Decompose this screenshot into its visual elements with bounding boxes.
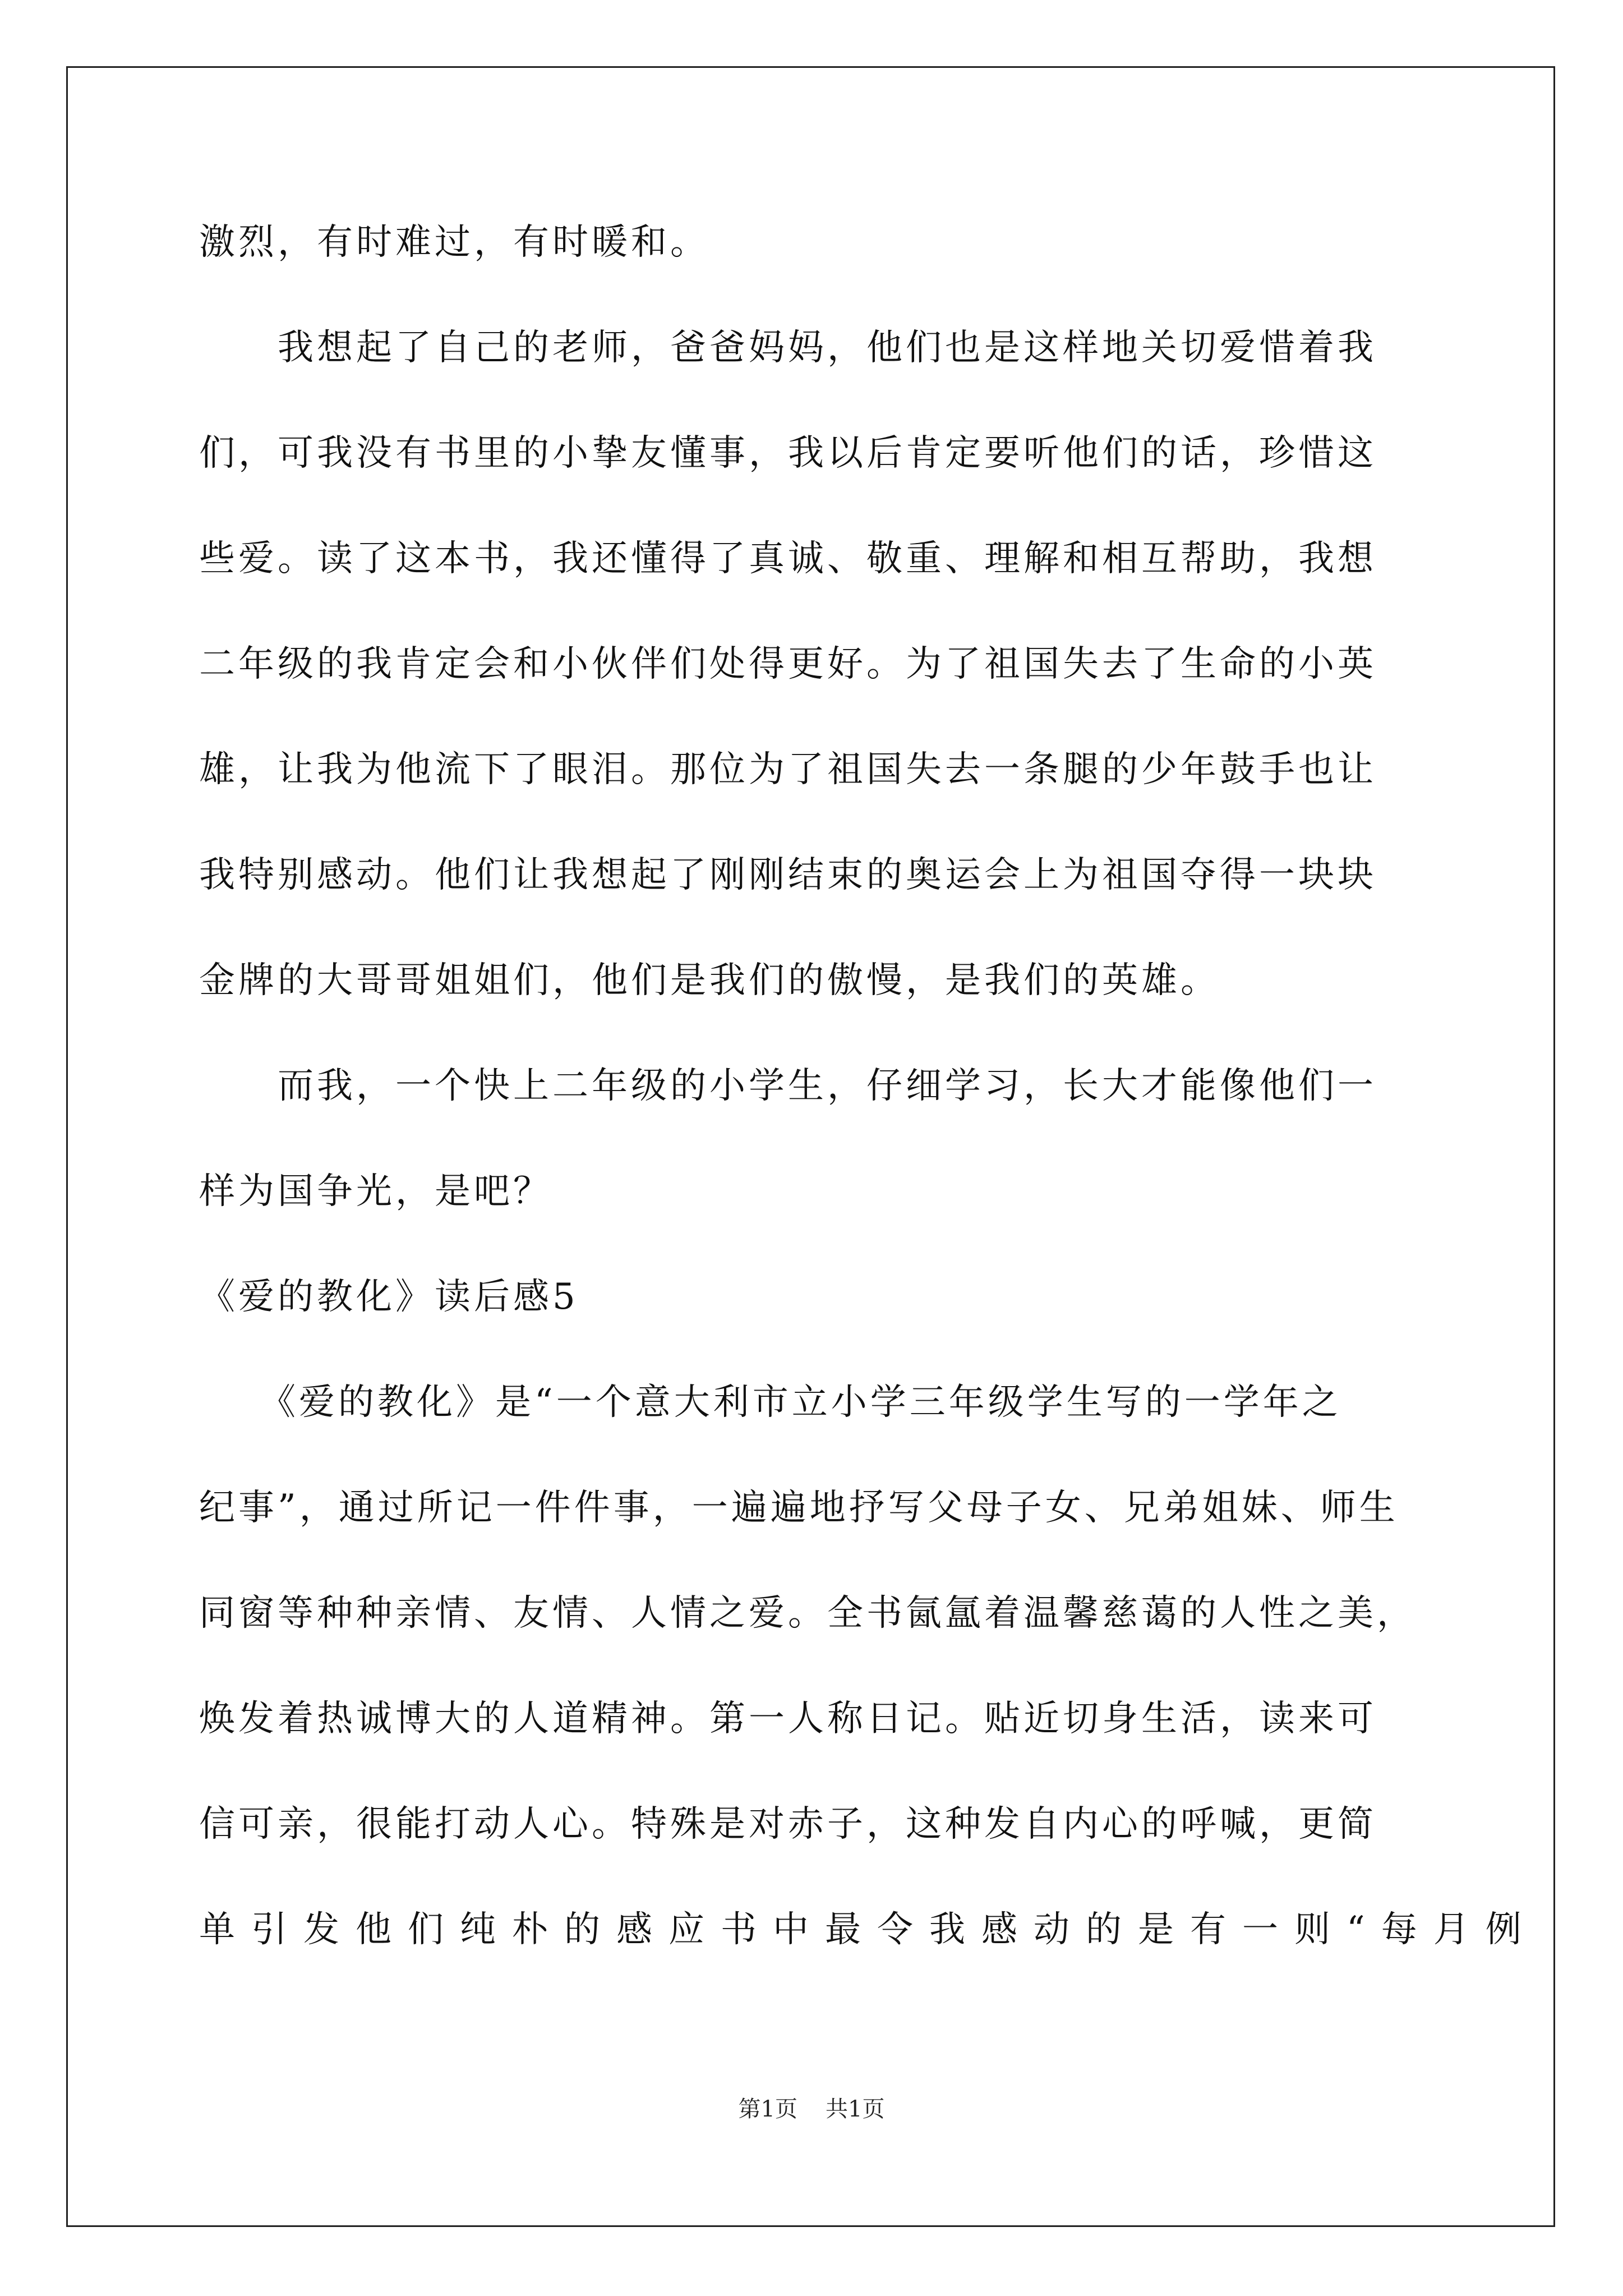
text-line: 单引发他们纯朴的感应书中最令我感动的是有一则“每月例 [199, 1909, 1538, 1950]
page-number-current: 第1页 [738, 2096, 797, 2122]
text-line: 雄，让我为他流下了眼泪。那位为了祖国失去一条腿的少年鼓手也让 [199, 749, 1377, 790]
page-footer [0, 2092, 1623, 2126]
page-number-total: 共1页 [826, 2096, 885, 2122]
text-line: 纪事”，通过所记一件件事，一遍遍地抒写父母子女、兄弟姐妹、师生 [199, 1487, 1399, 1529]
text-line: 《爱的教化》是“一个意大利市立小学三年级学生写的一学年之 [199, 1382, 1341, 1423]
text-line: 样为国争光，是吧？ [199, 1171, 552, 1212]
text-line: 信可亲，很能打动人心。特殊是对赤子，这种发自内心的呼喊，更简 [199, 1803, 1377, 1845]
text-line: 们，可我没有书里的小挚友懂事，我以后肯定要听他们的话，珍惜这 [199, 432, 1377, 474]
text-line: 金牌的大哥哥姐姐们，他们是我们的傲慢，是我们的英雄。 [199, 960, 1220, 1001]
text-line: 我想起了自己的老师，爸爸妈妈，他们也是这样地关切爱惜着我 [199, 327, 1377, 369]
section-heading: 《爱的教化》读后感5 [199, 1276, 579, 1318]
text-line: 我特别感动。他们让我想起了刚刚结束的奥运会上为祖国夺得一块块 [199, 854, 1377, 896]
text-line: 些爱。读了这本书，我还懂得了真诚、敬重、理解和相互帮助，我想 [199, 538, 1377, 579]
text-line: 激烈，有时难过，有时暖和。 [199, 222, 709, 263]
text-line: 而我，一个快上二年级的小学生，仔细学习，长大才能像他们一 [199, 1065, 1377, 1107]
text-line: 二年级的我肯定会和小伙伴们处得更好。为了祖国失去了生命的小英 [199, 643, 1377, 685]
text-line: 焕发着热诚博大的人道精神。第一人称日记。贴近切身生活，读来可 [199, 1698, 1377, 1740]
text-line: 同窗等种种亲情、友情、人情之爱。全书氤氲着温馨慈蔼的人性之美， [199, 1593, 1416, 1634]
